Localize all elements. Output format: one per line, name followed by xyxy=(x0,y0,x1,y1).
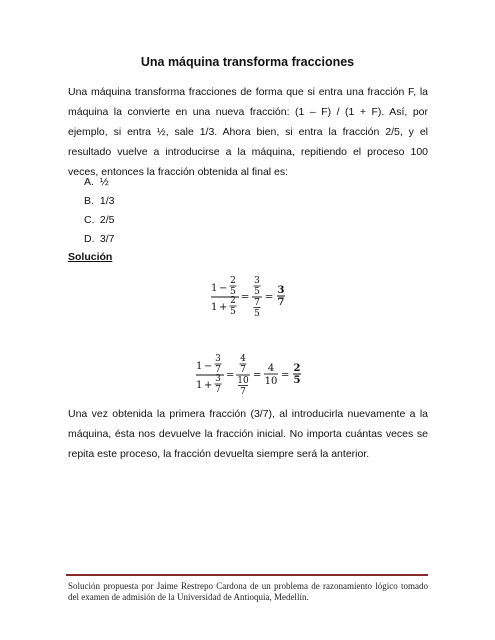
option-a xyxy=(84,173,115,192)
footer-divider xyxy=(66,574,428,576)
eq1-f-num: 2 xyxy=(230,276,236,286)
eq1-r-dn: 7 xyxy=(254,298,260,308)
option-d xyxy=(84,230,115,249)
eq1-result-den: 7 xyxy=(277,297,285,308)
eq1-equals-b: = xyxy=(265,292,274,303)
eq2-r-dd: 7 xyxy=(240,387,246,397)
eq2-f-den: 7 xyxy=(215,365,221,375)
eq1-r-nd: 5 xyxy=(254,287,260,297)
eq2-g-den: 7 xyxy=(215,385,221,395)
option-letter: A. xyxy=(84,176,94,188)
option-c xyxy=(84,211,115,230)
eq2-one-a: 1 xyxy=(196,361,203,372)
eq2-result-num: 2 xyxy=(293,363,301,374)
document-title: Una máquina transforma fracciones xyxy=(140,55,355,69)
option-letter: B. xyxy=(84,195,94,207)
option-letter: C. xyxy=(84,214,95,226)
eq1-one-b: 1 xyxy=(211,302,218,313)
eq2-equals-c: = xyxy=(281,370,290,381)
eq2-equals-a: = xyxy=(226,370,235,381)
option-letter: D. xyxy=(84,233,95,245)
eq2-m-den: 10 xyxy=(264,376,278,387)
option-b xyxy=(84,192,115,211)
answer-options xyxy=(84,173,115,249)
equation-2-svg xyxy=(196,352,316,398)
eq1-r-dd: 5 xyxy=(254,309,260,319)
eq2-result-den: 5 xyxy=(293,375,301,386)
eq1-g-num: 2 xyxy=(230,296,236,306)
eq2-equals-b: = xyxy=(253,370,262,381)
eq1-plus: + xyxy=(219,302,228,313)
equation-2 xyxy=(196,352,316,401)
eq2-minus: − xyxy=(204,361,213,372)
eq2-plus: + xyxy=(204,380,213,391)
option-text: ½ xyxy=(99,176,109,188)
eq2-r-nd: 7 xyxy=(240,365,246,375)
eq2-g-num: 3 xyxy=(215,374,221,384)
eq2-r-dn: 10 xyxy=(237,376,249,386)
eq2-f-num: 3 xyxy=(215,354,221,364)
eq2-r-nn: 4 xyxy=(240,354,246,364)
option-text: 1/3 xyxy=(99,195,115,207)
conclusion-paragraph: Una vez obtenida la primera fracción (3/7), al introducirla nuevamente a la máquina, ésta nos devuelve la fracción inicial. No importa cuántas veces se repita este proceso, la fracción devuelta siempre será la anterior. xyxy=(68,408,428,460)
problem-statement: Una máquina transforma fracciones de forma que si entra una fracción F, la máquina la convierte en una nueva fracción: (1 – F) / (1 + F). Así, por ejemplo, si entra ½, sale 1/3. Ahora bien, si entra la fracción 2/5, y el resultado vuelve a introducirse a la máquina, repitiendo el proceso 100 veces, entonces la fracción obtenida al final es: xyxy=(68,86,428,178)
eq1-f-den: 5 xyxy=(230,287,236,297)
option-text: 3/7 xyxy=(99,233,115,245)
eq1-equals-a: = xyxy=(241,292,250,303)
eq1-r-nn: 3 xyxy=(254,276,260,286)
footer-note: Solución propuesta por Jaime Restrepo Cardona de un problema de razonamiento lógico tomado del examen de admisión de la Universidad de Antioquia, Medellín. xyxy=(68,581,428,602)
eq1-g-den: 5 xyxy=(230,307,236,317)
eq2-m-num: 4 xyxy=(267,363,275,374)
equation-1 xyxy=(211,274,301,323)
eq2-one-b: 1 xyxy=(196,380,203,391)
option-text: 2/5 xyxy=(99,214,115,226)
eq1-one-a: 1 xyxy=(211,283,218,294)
eq1-minus: − xyxy=(219,283,228,294)
equation-1-svg xyxy=(211,274,301,320)
solution-heading: Solución xyxy=(68,251,113,263)
eq1-result-num: 3 xyxy=(277,285,285,296)
